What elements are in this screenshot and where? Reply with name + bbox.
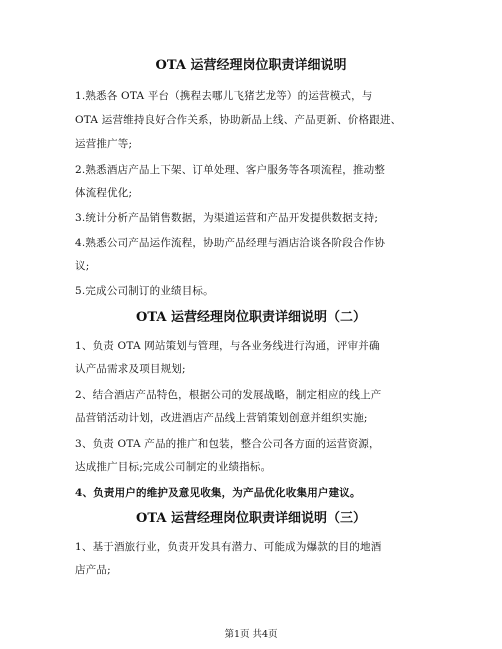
s2-item3-line1: 3、负责 OTA 产品的推广和包装，整合公司各方面的运营资源，	[75, 438, 380, 450]
s1-item4-line1: 4.熟悉公司产品运作流程，协助产品经理与酒店洽谈各阶段合作协	[75, 237, 386, 249]
s1-item1-line3: 运营推广等;	[75, 138, 133, 150]
section-title-3: OTA 运营经理岗位职责详细说明（三）	[136, 511, 366, 526]
s3-item1-line1: 1、基于酒旅行业，负责开发具有潜力、可能成为爆款的目的地酒	[75, 541, 382, 553]
s3-item1-line2: 店产品;	[75, 564, 111, 576]
s1-item1-line2: OTA 运营维持良好合作关系，协助新品上线、产品更新、价格跟进、	[75, 114, 402, 126]
s2-item3-line2: 达成推广目标;完成公司制定的业绩指标。	[75, 461, 272, 473]
s1-item1-line1: 1.熟悉各 OTA 平台（携程去哪儿飞猪艺龙等）的运营模式，与	[75, 90, 373, 102]
s2-item1-line2: 认产品需求及项目规划;	[75, 363, 186, 375]
section-title-2: OTA 运营经理岗位职责详细说明（二）	[136, 310, 366, 325]
s2-item2-line1: 2、结合酒店产品特色，根据公司的发展战略，制定相应的线上产	[75, 389, 382, 401]
s1-item2-line2: 体流程优化;	[75, 187, 133, 199]
s2-item4-line1: 4、负责用户的维护及意见收集，为产品优化收集用户建议。	[75, 487, 361, 499]
page-footer: 第1页 共4页	[224, 629, 278, 640]
s1-item5-line1: 5.完成公司制订的业绩目标。	[75, 285, 214, 297]
section-title-1: OTA 运营经理岗位职责详细说明	[155, 58, 347, 73]
s1-item3-line1: 3.统计分析产品销售数据，为渠道运营和产品开发提供数据支持;	[75, 212, 379, 224]
s2-item2-line2: 品营销活动计划，改进酒店产品线上营销策划创意并组织实施;	[75, 412, 368, 424]
s1-item2-line1: 2.熟悉酒店产品上下架、订单处理、客户服务等各项流程，推动整	[75, 164, 386, 176]
s1-item4-line2: 议;	[75, 260, 90, 272]
s2-item1-line1: 1、负责 OTA 网站策划与管理，与各业务线进行沟通，评审并确	[75, 340, 380, 352]
